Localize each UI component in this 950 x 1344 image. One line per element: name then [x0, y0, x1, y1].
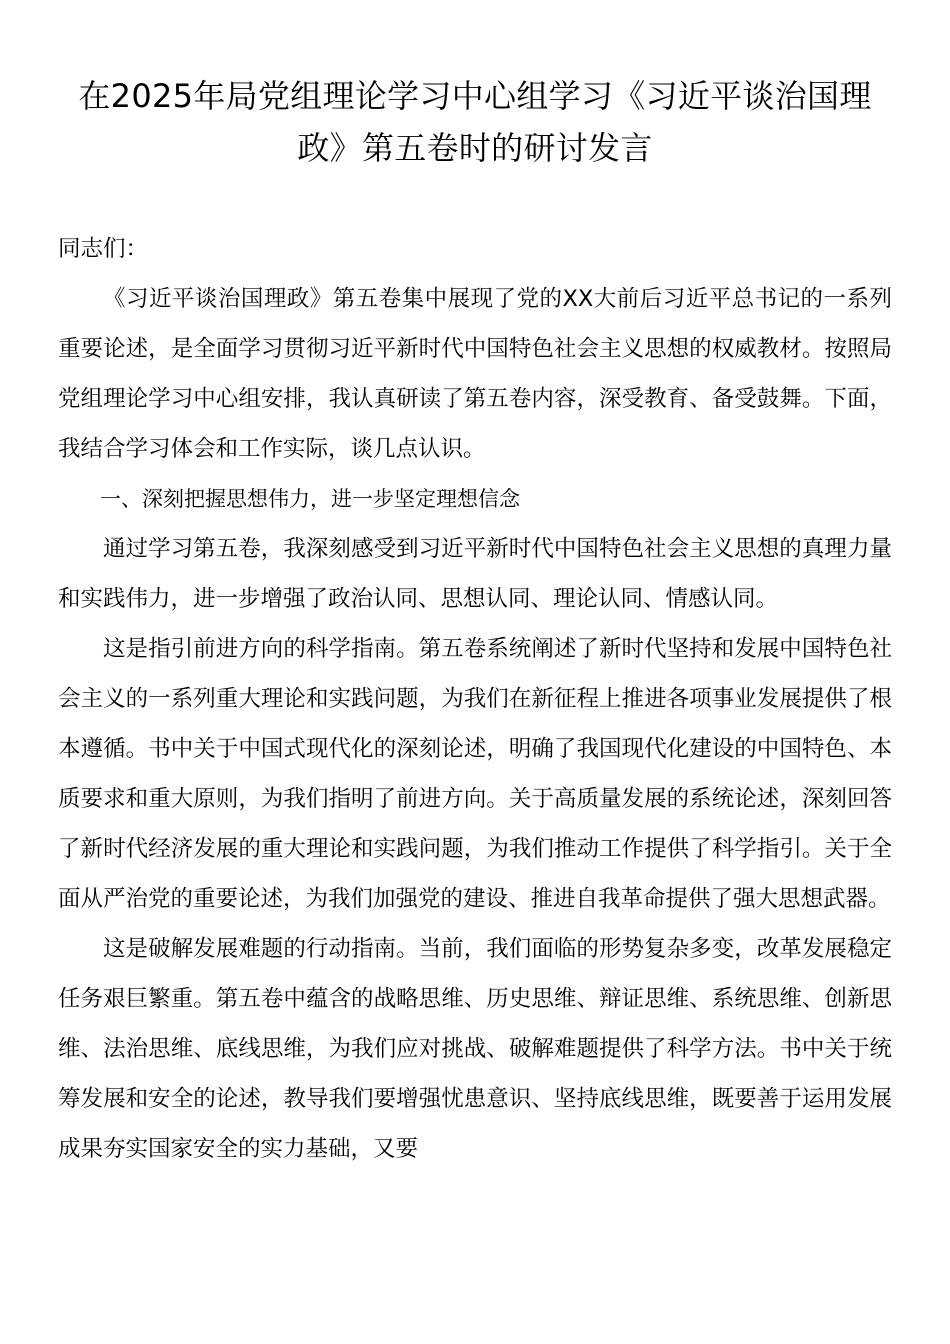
section-heading-1: 一、深刻把握思想伟力，进一步坚定理想信念 [100, 487, 520, 511]
paragraph-3: 这是破解发展难题的行动指南。当前，我们面临的形势复杂多变，改革发展稳定任务艰巨繁重。第五卷中蕴含的战略思维、历史思维、辩证思维、系统思维、创新思维、法治思维、底线思维，为我们应对挑战、破解难题提供了科学方法。书中关于统筹发展和安全的论述，教导我们要增强忧患意识、坚持底线思维，既要善于运用发展成果夯实国家安全的实力基础，又要 [58, 936, 892, 1162]
document-title: 在2025年局党组理论学习中心组学习《习近平谈治国理政》第五卷时的研讨发言 [78, 77, 872, 167]
paragraph-intro: 《习近平谈治国理政》第五卷集中展现了党的XX大前后习近平总书记的一系列重要论述，是全面学习贯彻习近平新时代中国特色社会主义思想的权威教材。按照局党组理论学习中心组安排，我认真研读了第五卷内容，深受教育、备受鼓舞。下面，我结合学习体会和工作实际，谈几点认识。 [58, 286, 892, 462]
paragraph-2: 这是指引前进方向的科学指南。第五卷系统阐述了新时代坚持和发展中国特色社会主义的一系列重大理论和实践问题，为我们在新征程上推进各项事业发展提供了根本遵循。书中关于中国式现代化的深刻论述，明确了我国现代化建设的中国特色、本质要求和重大原则，为我们指明了前进方向。关于高质量发展的系统论述，深刻回答了新时代经济发展的重大理论和实践问题，为我们推动工作提供了科学指引。关于全面从严治党的重要论述，为我们加强党的建设、推进自我革命提供了强大思想武器。 [58, 636, 892, 912]
paragraph-1: 通过学习第五卷，我深刻感受到习近平新时代中国特色社会主义思想的真理力量和实践伟力，进一步增强了政治认同、思想认同、理论认同、情感认同。 [58, 536, 892, 612]
salutation: 同志们： [58, 236, 149, 262]
document-body [58, 224, 892, 1174]
